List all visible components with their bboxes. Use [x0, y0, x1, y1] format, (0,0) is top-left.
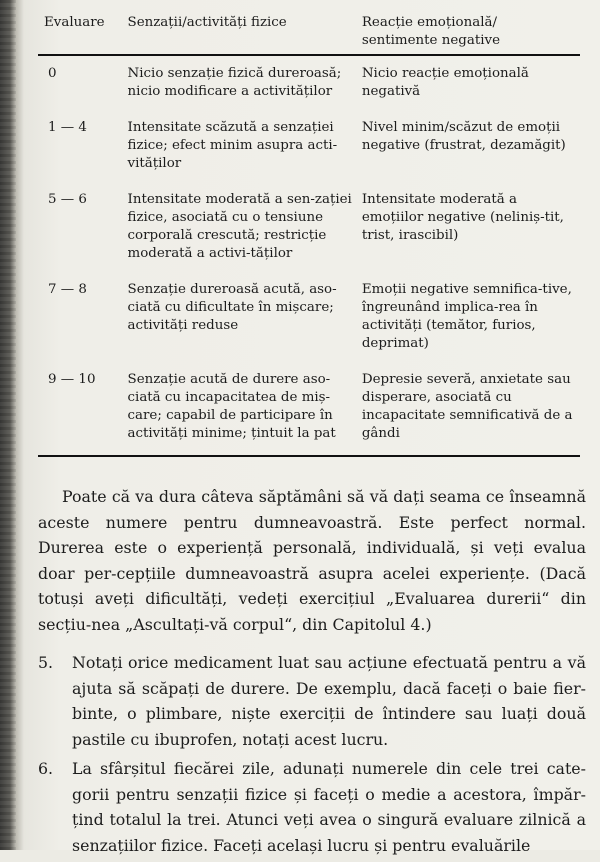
cell-evaluare: 0	[48, 66, 57, 81]
cell-emotional: Intensitate moderată a emoțiilor negative (neliniș-tit, trist, irascibil)	[361, 192, 564, 243]
cell-evaluare: 1 — 4	[48, 120, 87, 135]
cell-evaluare: 5 — 6	[48, 192, 87, 207]
list-item-number: 5.	[38, 653, 54, 672]
cell-fizic: Intensitate scăzută a senzației fizice; efect minim asupra acti-vităților	[127, 120, 338, 171]
list-item-number: 6.	[38, 759, 54, 778]
list-item-text: La sfârșitul fiecărei zile, adunați numerele din cele trei cate-gorii pentru senzații fizice și faceți o medie a acestora, împăr-țind totalul la trei. Atunci veți avea o singură evaluare zilnică a senzațiilor fizice. Faceți același lucru și pentru evaluările	[72, 759, 586, 855]
cell-evaluare: 9 — 10	[38, 362, 122, 456]
cell-fizic: Senzație dureroasă acută, aso-ciată cu dificultate în mișcare; activități reduse	[127, 282, 337, 333]
page-edge-shadow	[0, 0, 16, 850]
cell-fizic: Intensitate moderată a sen-zației fizice, asociată cu o tensiune corporală crescută; restricție moderată a activi-tăților	[127, 192, 352, 261]
table-row	[38, 110, 580, 182]
numbered-list	[38, 650, 586, 862]
header-senzatii-fizice: Senzații/activități fizice	[122, 6, 356, 55]
body-paragraph: Poate că va dura câteva săptămâni să vă dați seama ce înseamnă aceste numere pentru dumneavoastră. Este perfect normal. Durerea este o experiență personală, individuală, și veți evalua doar per-cepțiile dumneavoastră asupra acelei experiențe. (Dacă totuși aveți dificultăți, vedeți exercițiul „Evaluarea durerii“ din secțiu-nea „Ascultați-vă corpul“, din Capitolul 4.)	[38, 487, 586, 634]
cell-emotional: Nicio reacție emoțională negativă	[361, 66, 529, 99]
list-item	[38, 756, 586, 858]
list-item-text: Notați orice medicament luat sau acțiune efectuată pentru a vă ajuta să scăpați de durere. De exemplu, dacă faceți o baie fier-binte, o plimbare, niște exerciții de întindere sau luați două pastile cu ibuprofen, notați acest lucru.	[72, 653, 586, 749]
cell-emotional: Nivel minim/scăzut de emoții negative (frustrat, dezamăgit)	[361, 120, 566, 153]
cell-emotional: Emoții negative semnifica-tive, îngreunând implica-rea în activități (temător, furios, deprimat)	[361, 282, 572, 351]
header-evaluare: Evaluare	[38, 6, 122, 55]
cell-evaluare: 7 — 8	[48, 282, 87, 297]
list-item	[38, 650, 586, 752]
pain-rating-table	[38, 6, 580, 457]
table-header-row	[38, 6, 580, 55]
table-row	[38, 55, 580, 110]
header-reactie-emotionala: Reacție emoțională/ sentimente negative	[356, 6, 580, 55]
cell-fizic: Senzație acută de durere aso-ciată cu incapacitatea de miș-care; capabil de participare în activități minime; țintuit la pat	[122, 362, 356, 456]
table-row	[38, 182, 580, 272]
cell-fizic: Nicio senzație fizică dureroasă; nicio modificare a activităților	[127, 66, 342, 99]
cell-emotional: Depresie severă, anxietate sau disperare, asociată cu incapacitate semnificativă de a gândi	[356, 362, 580, 456]
table-row	[38, 272, 580, 362]
table-row	[38, 362, 580, 456]
